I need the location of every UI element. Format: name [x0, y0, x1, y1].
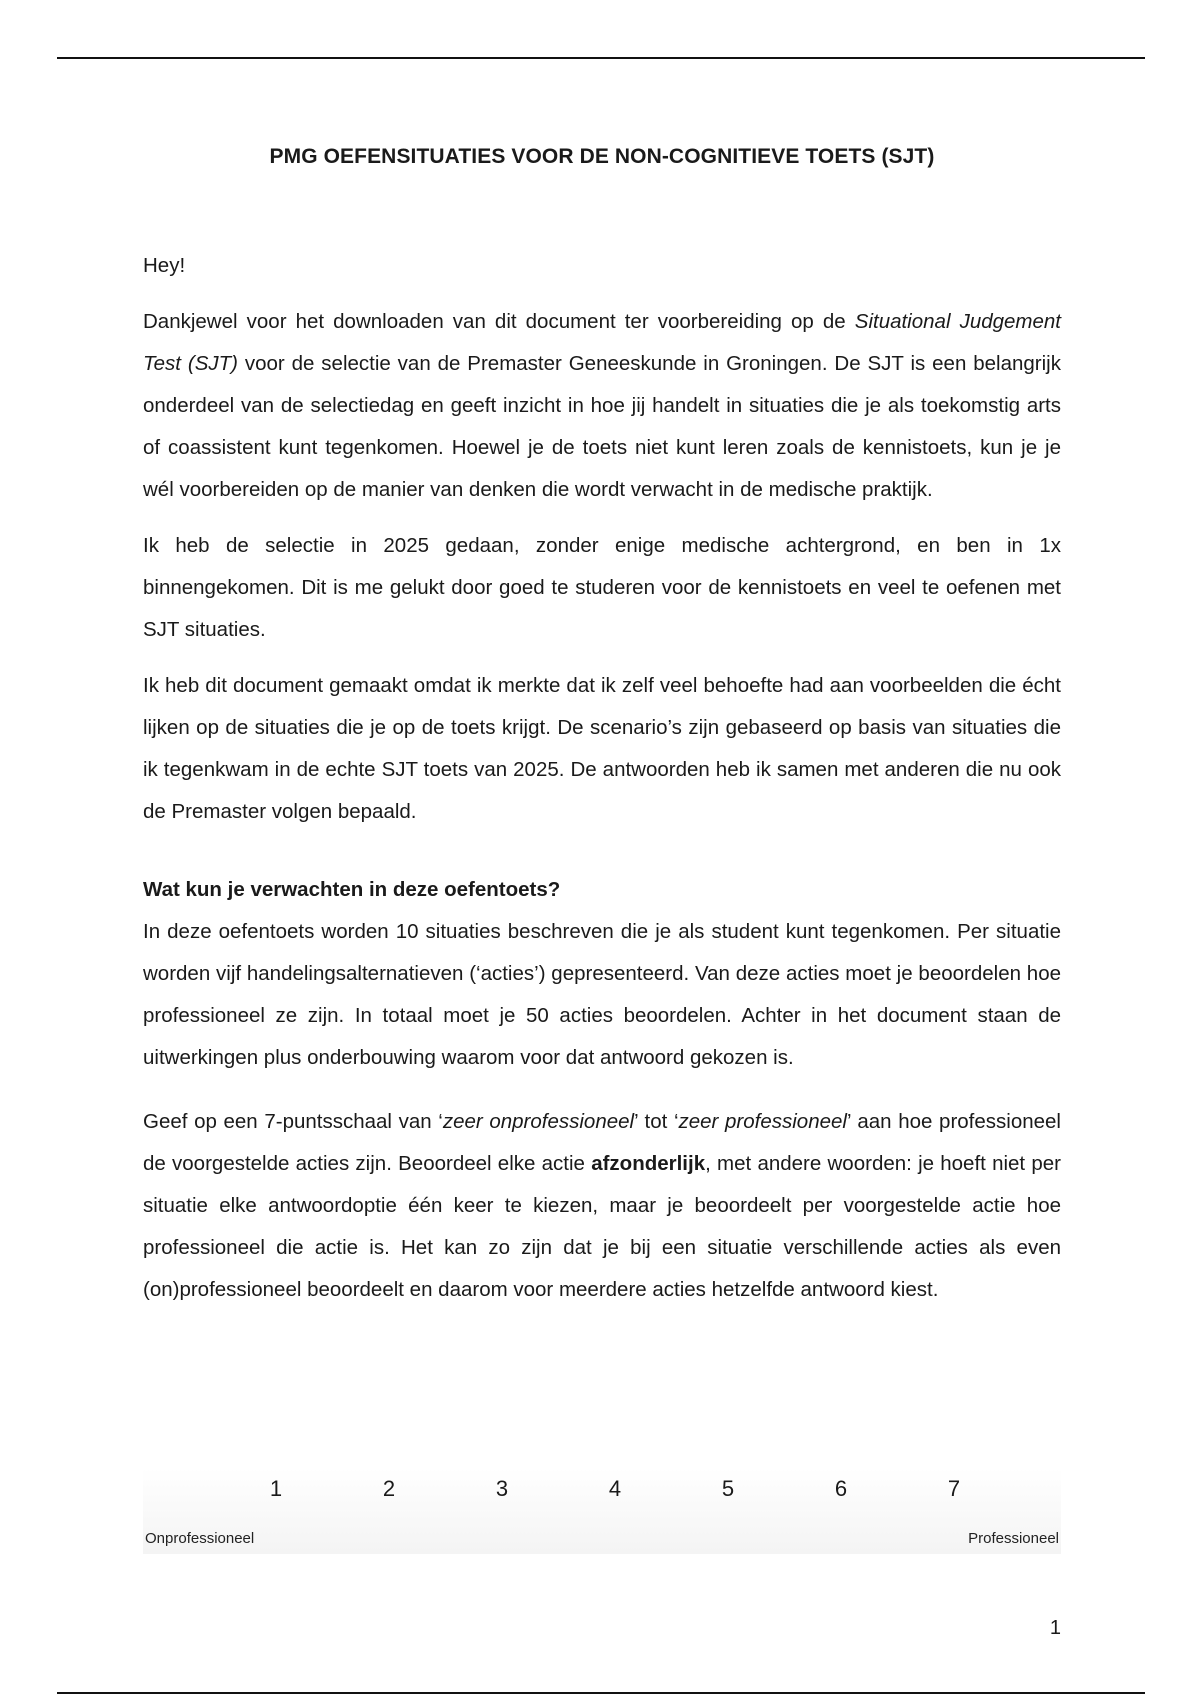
scale-number-1: 1 — [269, 1476, 283, 1501]
scale-number-6: 6 — [834, 1476, 848, 1501]
scale-number-3: 3 — [495, 1476, 509, 1501]
intro-paragraph — [143, 301, 1061, 511]
intro-text-c: voor de selectie van de Premaster Geneeskunde in Groningen. De SJT is een belangrijk onderdeel van de selectiedag en geeft inzicht in hoe jij handelt in situaties die je als toekomstig arts of coassistent kunt tegenkomen. Hoewel je de toets niet kunt leren zoals de kennistoets, kun je je wél voorbereiden op de manier van denken die wordt verwacht in de medische praktijk. — [143, 352, 1061, 501]
scale-left-label: Onprofessioneel — [145, 1530, 255, 1547]
instr-italic-2: zeer professioneel — [678, 1110, 847, 1133]
section-heading: Wat kun je verwachten in deze oefentoets? — [143, 878, 561, 901]
scale-number-2: 2 — [382, 1476, 396, 1501]
background-paragraph: Ik heb de selectie in 2025 gedaan, zonder enige medische achtergrond, en ben in 1x binnengekomen. Dit is me gelukt door goed te studeren voor de kennistoets en veel te oefenen met SJT situaties. — [143, 534, 1061, 641]
scale-number-4: 4 — [608, 1476, 622, 1501]
instr-c: ’ tot ‘ — [634, 1110, 679, 1133]
bottom-rule — [57, 1692, 1145, 1694]
motivation-paragraph: Ik heb dit document gemaakt omdat ik merkte dat ik zelf veel behoefte had aan voorbeelden die écht lijken op de situaties die je op de toets krijgt. De scenario’s zijn gebaseerd op basis van situaties die ik tegenkwam in de echte SJT toets van 2025. De antwoorden heb ik samen met anderen die nu ook de Premaster volgen bepaald. — [143, 674, 1061, 823]
rating-scale — [143, 1468, 1061, 1554]
instruction-paragraph — [143, 1101, 1061, 1311]
intro-text-a: Dankjewel voor het downloaden van dit document ter voorbereiding op de — [143, 310, 855, 333]
greeting: Hey! — [143, 254, 186, 277]
scale-number-5: 5 — [721, 1476, 735, 1501]
expectation-paragraph: In deze oefentoets worden 10 situaties beschreven die je als student kunt tegenkomen. Per situatie worden vijf handelingsalternatieven (‘acties’) gepresenteerd. Van deze acties moet je beoordelen hoe professioneel ze zijn. In totaal moet je 50 acties beoordelen. Achter in het document staan de uitwerkingen plus onderbouwing waarom voor dat antwoord gekozen is. — [143, 920, 1061, 1069]
document-title: PMG OEFENSITUATIES VOOR DE NON-COGNITIEVE TOETS (SJT) — [269, 145, 935, 168]
instr-g: , met andere woorden: je hoeft niet per situatie elke antwoordoptie één keer te kiezen, maar je beoordeelt per voorgestelde actie hoe professioneel die actie is. Het kan zo zijn dat je bij een situatie verschillende acties als even (on)professioneel beoordeelt en daarom voor meerdere acties hetzelfde antwoord kiest. — [143, 1152, 1061, 1301]
intro-text-italic: Situational Judgement Test (SJT) — [143, 310, 1061, 375]
page-number: 1 — [1049, 1617, 1061, 1639]
scale-number-7: 7 — [947, 1476, 961, 1501]
top-rule — [57, 57, 1145, 59]
instr-e: ’ aan hoe professioneel de voorgestelde acties zijn. Beoordeel elke actie — [143, 1110, 1061, 1175]
instr-a: Geef op een 7-puntsschaal van ‘ — [143, 1110, 443, 1133]
instr-bold: afzonderlijk — [591, 1152, 706, 1175]
scale-right-label: Professioneel — [968, 1530, 1059, 1547]
instr-italic-1: zeer onprofessioneel — [442, 1110, 635, 1133]
document-body — [143, 245, 1061, 1325]
